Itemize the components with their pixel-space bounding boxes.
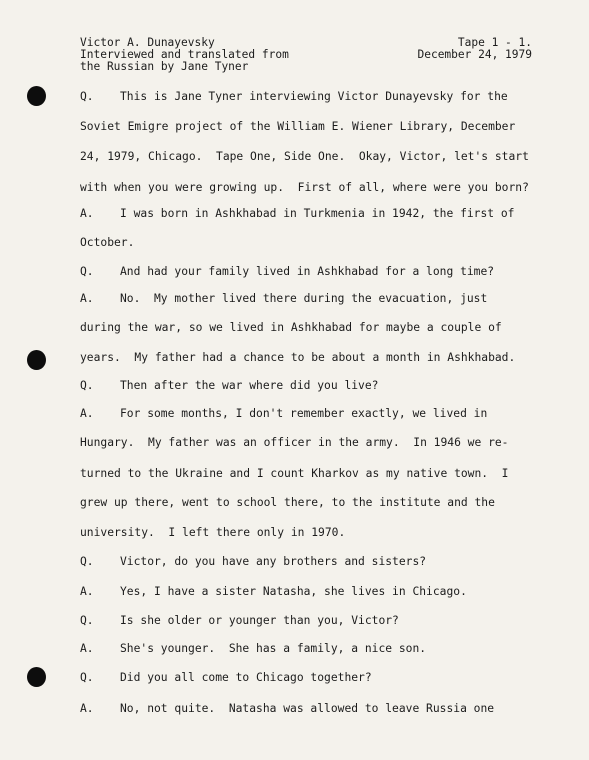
speaker-label: Q. [80,555,94,568]
transcript-line [80,585,467,599]
line-text: during the war, so we lived in Ashkhabad for maybe a couple of [80,321,502,334]
speaker-label: Q. [80,265,94,278]
line-text: She's younger. She has a family, a nice son. [120,642,427,655]
line-text: with when you were growing up. First of all, where were you born? [80,181,529,194]
transcript-line [80,526,345,540]
transcript-line [80,236,134,250]
header-line: the Russian by Jane Tyner [80,60,249,73]
transcript-line [80,351,515,365]
transcript-line [80,496,495,510]
transcript-line [80,614,399,628]
transcript-line [80,642,426,656]
transcript-line [80,407,487,421]
line-text: I was born in Ashkhabad in Turkmenia in 1942, the first of [120,207,515,220]
transcript-line [80,436,508,450]
line-text: October. [80,236,135,249]
speaker-label: Q. [80,614,94,627]
line-text: Hungary. My father was an officer in the army. In 1946 we re- [80,436,509,449]
line-text: And had your family lived in Ashkhabad for a long time? [120,265,495,278]
line-text: Then after the war where did you live? [120,379,379,392]
punch-hole [27,350,46,370]
line-text: Is she older or younger than you, Victor? [120,614,399,627]
transcript-line [80,467,508,481]
transcript-line [80,120,515,134]
header-line: December 24, 1979 [417,48,532,61]
speaker-label: A. [80,407,94,420]
speaker-label: A. [80,642,94,655]
line-text: No, not quite. Natasha was allowed to leave Russia one [120,702,495,715]
line-text: For some months, I don't remember exactly, we lived in [120,407,488,420]
line-text: years. My father had a chance to be about a month in Ashkhabad. [80,351,516,364]
line-text: university. I left there only in 1970. [80,526,346,539]
speaker-label: A. [80,207,94,220]
line-text: Victor, do you have any brothers and sisters? [120,555,427,568]
speaker-label: A. [80,292,94,305]
punch-hole [27,86,46,106]
speaker-label: Q. [80,671,94,684]
transcript-line [80,379,378,393]
line-text: turned to the Ukraine and I count Kharkov as my native town. I [80,467,509,480]
line-text: This is Jane Tyner interviewing Victor Dunayevsky for the [120,90,508,103]
line-text: grew up there, went to school there, to the institute and the [80,496,495,509]
line-text: Yes, I have a sister Natasha, she lives in Chicago. [120,585,467,598]
transcript-line [80,321,502,335]
transcript-line [80,90,508,104]
transcript-line [80,555,426,569]
speaker-label: A. [80,702,94,715]
header-right [417,37,532,61]
line-text: Soviet Emigre project of the William E. Wiener Library, December [80,120,516,133]
line-text: 24, 1979, Chicago. Tape One, Side One. Okay, Victor, let's start [80,150,529,163]
header-line: Tape 1 - 1. [457,36,532,49]
transcript-line [80,181,529,195]
speaker-label: Q. [80,90,94,103]
transcript-line [80,671,372,685]
transcript-line [80,292,487,306]
line-text: No. My mother lived there during the evacuation, just [120,292,488,305]
transcript-line [80,265,494,279]
speaker-label: Q. [80,379,94,392]
line-text: Did you all come to Chicago together? [120,671,372,684]
header-left [80,37,289,73]
header-line: Victor A. Dunayevsky [80,36,215,49]
transcript-line [80,207,514,221]
punch-hole [27,667,46,687]
transcript-line [80,150,529,164]
transcript-line [80,702,494,716]
speaker-label: A. [80,585,94,598]
header-line: Interviewed and translated from [80,48,289,61]
